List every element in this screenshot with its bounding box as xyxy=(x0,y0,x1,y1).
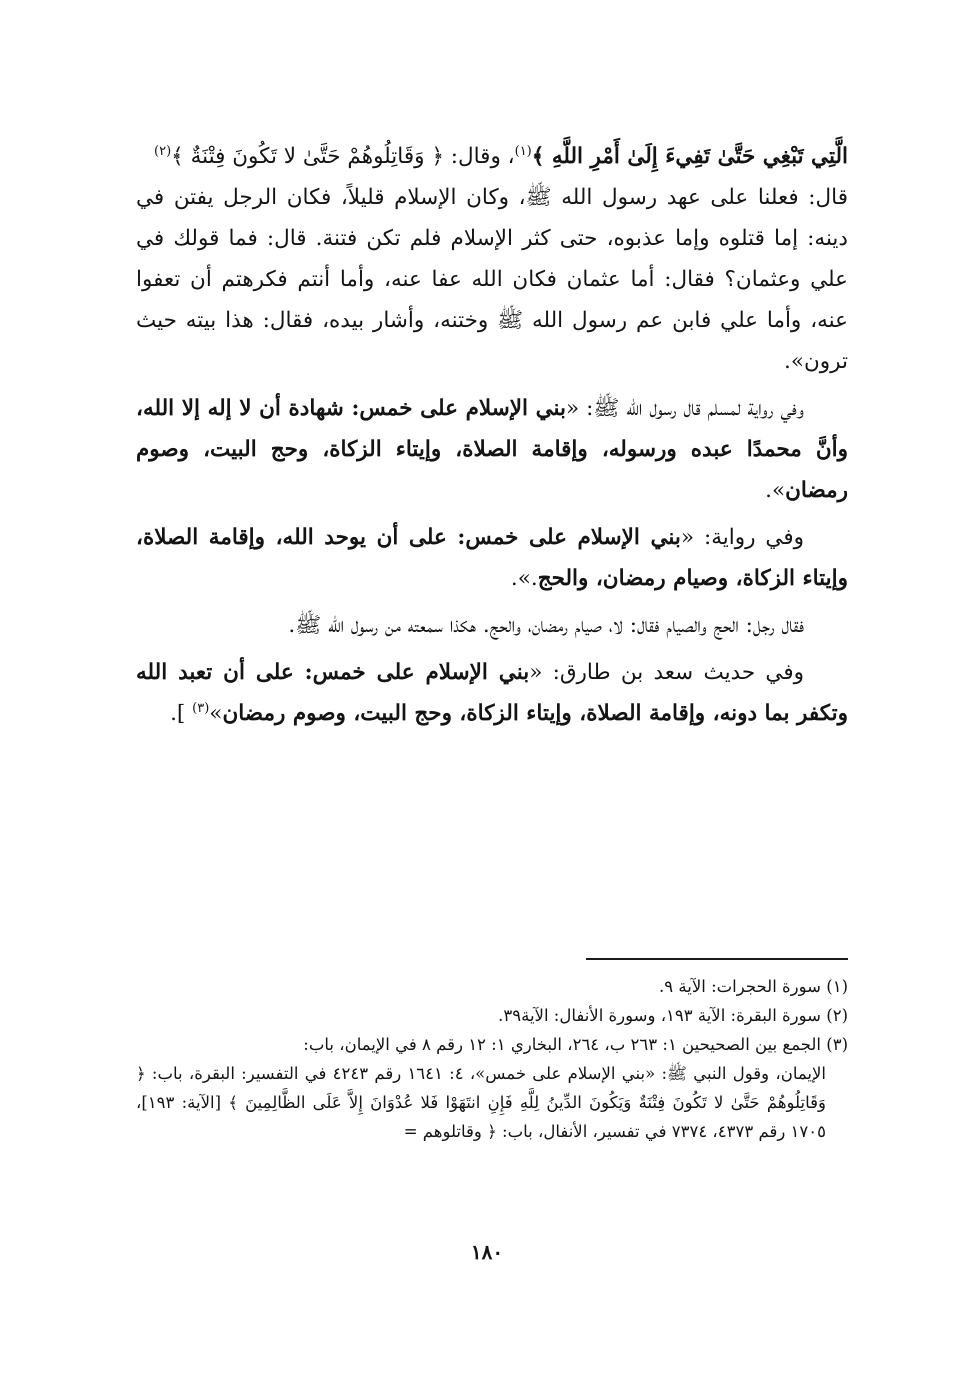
paragraph-3-intro: وفي رواية: « xyxy=(680,525,804,550)
footnote-ref-1[interactable]: (١) xyxy=(514,143,532,159)
paragraph-4-text: فقال رجل: الحج والصيام فقال: لا، صيام رمضان، والحج. هكذا سمعته من رسول الله ﷺ. xyxy=(288,613,804,638)
footnote-1: (١) سورة الحجرات: الآية ٩. xyxy=(659,977,848,996)
footnote-ref-3[interactable]: (٣) xyxy=(192,700,210,716)
footnote-ref-2[interactable]: (٢) xyxy=(154,143,172,159)
paragraph-1 xyxy=(136,136,848,382)
paragraph-5-outro: » xyxy=(209,701,223,726)
paragraph-3 xyxy=(136,517,848,599)
paragraph-5 xyxy=(136,652,848,734)
paragraph-1-text-b: قال: فعلنا على عهد رسول الله ﷺ، وكان الإسلام قليلاً، فكان الرجل يفتن في دينه: إما قتلوه وإما عذبوه، حتى كثر الإسلام فلم تكن فتنة. قال: فما قولك في علي وعثمان؟ فقال: أما عثمان فكان الله عفا عنه، وأما أنتم فكرهتم أن تعفوا عنه، وأما علي فابن عم رسول الله ﷺ وختنه، وأشار بيده، فقال: هذا بيته حيث ترون». xyxy=(136,185,848,374)
footnote-3: (٣) الجمع بين الصحيحين ١: ٢٦٣ ب، ٢٦٤، البخاري ١: ١٢ رقم ٨ في الإيمان، باب: xyxy=(303,1035,848,1054)
footnote-2: (٢) سورة البقرة: الآية ١٩٣، وسورة الأنفال: الآية٣٩. xyxy=(498,1006,848,1025)
hadith-text: بني الإسلام على خمس: على أن تعبد الله وتكفر بما دونه، وإقامة الصلاة، وإيتاء الزكاة، وحج البيت، وصوم رمضان xyxy=(136,660,848,726)
footnote-3-continuation: الإيمان، وقول النبي ﷺ: «بني الإسلام على خمس»، ٤: ١٦٤١ رقم ٤٢٤٣ في التفسير: البقرة، باب: ﴿ وَقَاتِلُوهُمْ حَتَّىٰ لا تَكُونَ فِتْنَةٌ وَيَكُونَ الدِّينُ لِلَّهِ فَإِنِ انتَهَوْا فَلا عُدْوَانَ إِلاَّ عَلَى الظَّالِمِينَ ﴾ [الآية: ١٩٣]، ١٧٠٥ رقم ٤٣٧٣، ٧٣٧٤ في تفسير، الأنفال، باب: ﴿ وقاتلوهم = xyxy=(136,1064,826,1141)
footnote-separator xyxy=(586,958,848,960)
footnotes xyxy=(136,972,848,1146)
page-number: ١٨٠ xyxy=(470,1240,504,1264)
paragraph-4 xyxy=(136,605,848,646)
main-text xyxy=(136,136,848,740)
paragraph-5-end: ]. xyxy=(170,701,193,726)
paragraph-2-intro: وفي رواية لمسلم قال رسول الله ﷺ: « xyxy=(566,396,804,421)
hadith-text: بني الإسلام على خمس: على أن يوحد الله، وإقامة الصلاة، وإيتاء الزكاة، وصيام رمضان، والحج xyxy=(136,525,848,591)
paragraph-3-outro: .». xyxy=(510,566,538,591)
quran-verse: الَّتِي تَبْغِي حَتَّىٰ تَفِيءَ إِلَىٰ أَمْرِ اللَّهِ ﴾ xyxy=(531,144,848,169)
paragraph-2 xyxy=(136,388,848,511)
paragraph-1-text-a: ، وقال: ﴿ وَقَاتِلُوهُمْ حَتَّىٰ لا تَكُونَ فِتْنَةٌ ﴾ xyxy=(171,144,515,169)
paragraph-2-outro: ». xyxy=(765,478,786,503)
hadith-text: بني الإسلام على خمس: شهادة أن لا إله إلا الله، وأنَّ محمدًا عبده ورسوله، وإقامة الصلاة، وإيتاء الزكاة، وحج البيت، وصوم رمضان xyxy=(136,396,848,503)
paragraph-5-intro: وفي حديث سعد بن طارق: « xyxy=(529,660,804,685)
